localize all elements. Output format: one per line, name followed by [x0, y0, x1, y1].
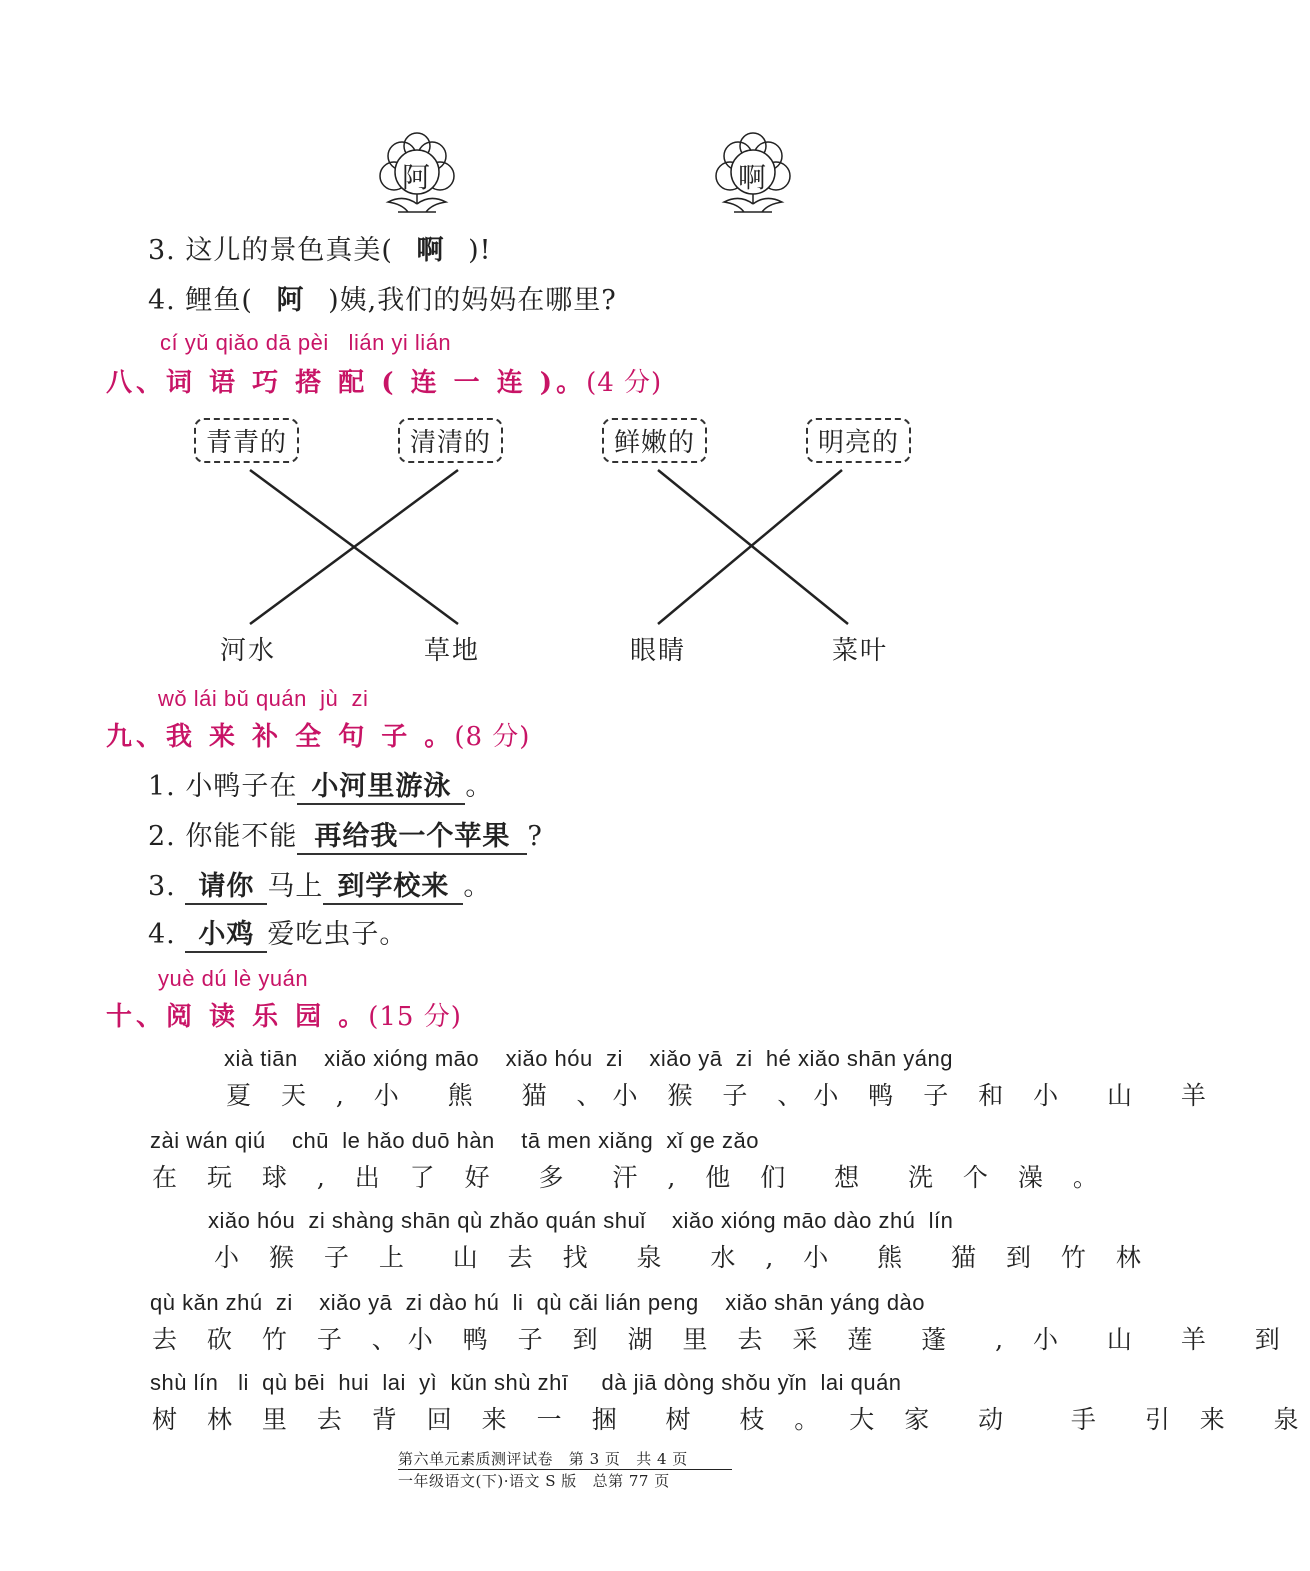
word-box-mingliang: 明亮的: [806, 418, 911, 463]
answer: 啊: [416, 235, 445, 266]
word-box-qingqing: 青青的: [194, 418, 299, 463]
section9-heading: [106, 716, 530, 753]
question-text: 4. 鲤鱼(: [148, 285, 253, 316]
reading-pinyin-5: shù lín li qù bēi hui lai yì kǔn shù zhī dà jiā dòng shǒu yǐn lai quán: [150, 1370, 902, 1395]
word-caiye: 菜叶: [832, 636, 889, 666]
sentence-text: 。: [463, 871, 492, 902]
sentence-4: [148, 912, 407, 953]
reading-text-4: 去 砍 竹 子 、小 鸭 子 到 湖 里 去 采 莲 蓬 , 小 山 羊 到: [152, 1325, 1291, 1354]
sentence-text: 马上: [267, 871, 324, 902]
reading-text-3: 小 猴 子 上 山 去 找 泉 水 , 小 熊 猫 到 竹 林: [214, 1243, 1152, 1272]
word-yanjing: 眼睛: [630, 636, 687, 666]
filled-blank: 小鸡: [185, 912, 267, 953]
footer-line-1: [398, 1448, 732, 1470]
heading-text: 十、阅 读 乐 园 。: [106, 1002, 369, 1032]
sentence-text: 。: [465, 771, 494, 802]
reading-text-5: 树 林 里 去 背 回 来 一 捆 树 枝 。 大 家 动 手 引 来 泉: [152, 1405, 1310, 1434]
question-text: )!: [468, 235, 492, 266]
flower-char: 阿: [402, 161, 431, 194]
filled-blank: 小河里游泳: [297, 764, 465, 805]
sentence-text: 小鸭子在: [185, 771, 298, 802]
section10-heading: [106, 996, 462, 1033]
answer: 阿: [276, 285, 305, 316]
reading-pinyin-3: xiǎo hóu zi shàng shān qù zhǎo quán shuǐ xiǎo xióng māo dào zhú lín: [208, 1208, 954, 1233]
question-text: 3. 这儿的景色真美(: [148, 235, 393, 266]
reading-pinyin-2: zài wán qiú chū le hǎo duō hàn tā men xiǎng xǐ ge zǎo: [150, 1128, 759, 1153]
item-number: 3.: [148, 871, 176, 902]
reading-pinyin-4: qù kǎn zhú zi xiǎo yā zi dào hú li qù cǎi lián peng xiǎo shān yáng dào: [150, 1290, 926, 1315]
filled-blank: 请你: [185, 864, 267, 905]
item-number: 2.: [148, 821, 176, 852]
footer-text: 一年级语文(下)·语文 S 版 总第 77 页: [398, 1472, 670, 1490]
section10-pinyin: yuè dú lè yuán: [158, 966, 309, 991]
item-number: 1.: [148, 771, 176, 802]
reading-text-1: 夏 天 , 小 熊 猫 、小 猴 子 、小 鸭 子 和 小 山 羊: [226, 1081, 1217, 1110]
word-caodi: 草地: [424, 636, 481, 666]
sentence-text: 爱吃虫子。: [267, 919, 408, 950]
sentence-1: [148, 764, 493, 805]
sentence-2: [148, 814, 543, 855]
footer-text: 第六单元素质测评试卷 第 3 页 共 4 页: [398, 1450, 688, 1468]
question-text: )姨,我们的妈妈在哪里?: [328, 285, 617, 316]
heading-score: (15 分): [368, 1002, 462, 1032]
heading-text: 八、词 语 巧 搭 配 ( 连 一 连 )。: [106, 368, 587, 398]
heading-score: (4 分): [586, 368, 663, 398]
reading-text-2: 在 玩 球 , 出 了 好 多 汗 , 他 们 想 洗 个 澡 。: [152, 1163, 1109, 1192]
item-number: 4.: [148, 919, 176, 950]
word-box-xiannen: 鲜嫩的: [602, 418, 707, 463]
section8-pinyin: cí yǔ qiǎo dā pèi lián yi lián: [160, 330, 452, 355]
matching-lines: [0, 0, 1128, 700]
word-heshui: 河水: [220, 636, 277, 666]
reading-pinyin-1: xià tiān xiǎo xióng māo xiǎo hóu zi xiǎo yā zi hé xiǎo shān yáng: [224, 1046, 953, 1071]
word-box-qingqing-water: 清清的: [398, 418, 503, 463]
heading-score: (8 分): [454, 722, 531, 752]
heading-text: 九、我 来 补 全 句 子 。: [106, 722, 455, 752]
section9-pinyin: wǒ lái bǔ quán jù zi: [158, 686, 369, 711]
filled-blank: 再给我一个苹果: [297, 814, 527, 855]
sentence-3: [148, 864, 491, 905]
footer-line-2: [398, 1470, 670, 1491]
flower-char: 啊: [738, 161, 767, 194]
sentence-text: ?: [527, 821, 543, 852]
sentence-text: 你能不能: [185, 821, 298, 852]
filled-blank: 到学校来: [323, 864, 463, 905]
